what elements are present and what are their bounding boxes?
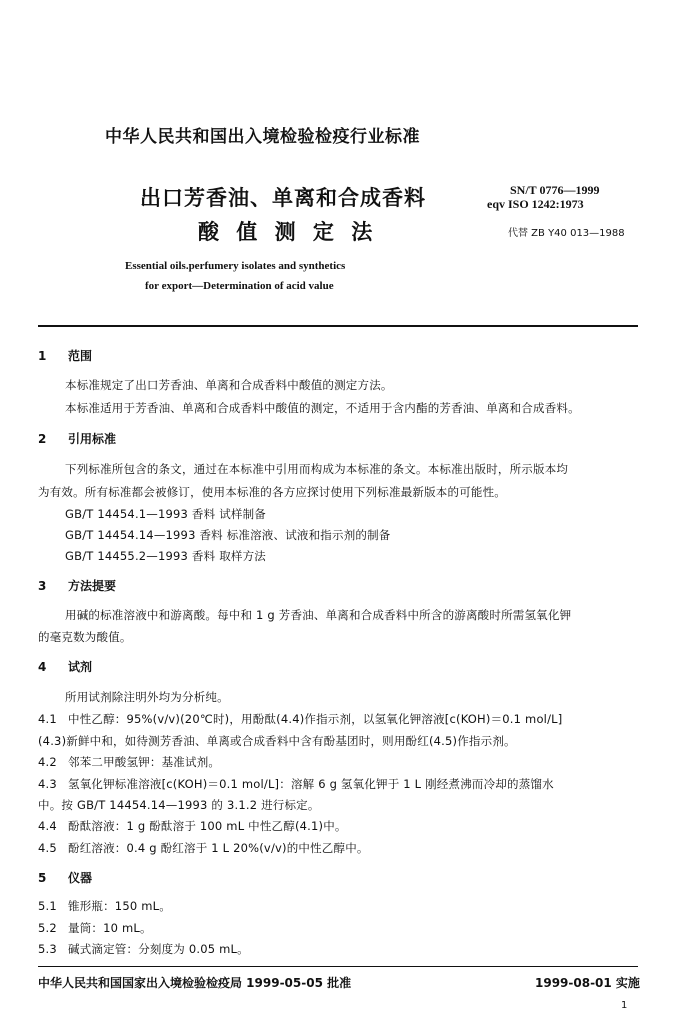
section-heading-3: 3 方法提要 bbox=[38, 579, 117, 593]
english-title-line1: Essential oils.perfumery isolates and synthetics bbox=[125, 260, 346, 272]
paragraph: 本标准规定了出口芳香油、单离和合成香料中酸值的测定方法。 bbox=[65, 378, 393, 392]
implementation-date: 1999-08-01 实施 bbox=[535, 976, 640, 990]
paragraph: 的毫克数为酸值。 bbox=[38, 630, 132, 644]
approval-line: 中华人民共和国国家出入境检验检疫局 1999-05-05 批准 bbox=[38, 976, 352, 990]
section-heading-2: 2 引用标准 bbox=[38, 432, 117, 446]
paragraph: 用碱的标准溶液中和游离酸。每中和 1 g 芳香油、单离和合成香料中所含的游离酸时所需氢氧化钾 bbox=[65, 608, 572, 622]
paragraph: 下列标准所包含的条文，通过在本标准中引用而构成为本标准的条文。本标准出版时，所示版本均 bbox=[65, 462, 569, 476]
footer-divider bbox=[38, 966, 638, 967]
reagent-item-cont: 中。按 GB/T 14454.14—1993 的 3.1.2 进行标定。 bbox=[38, 798, 320, 812]
reagent-item: 4.3 氢氧化钾标准溶液[c(KOH)＝0.1 mol/L]：溶解 6 g 氢氧化钾于 1 L 刚经煮沸而冷却的蒸馏水 bbox=[38, 777, 554, 791]
standard-number: SN/T 0776—1999 bbox=[510, 183, 600, 197]
equivalent-standard: eqv ISO 1242:1973 bbox=[487, 197, 584, 211]
reagent-item: 4.1 中性乙醇：95%(v/v)(20℃时)，用酚酞(4.4)作指示剂，以氢氧化钾溶液[c(KOH)＝0.1 mol/L] bbox=[38, 712, 563, 726]
apparatus-item: 5.3 碱式滴定管：分刻度为 0.05 mL。 bbox=[38, 942, 249, 956]
replaced-standard: 代替 ZB Y40 013—1988 bbox=[508, 228, 625, 239]
paragraph: 本标准适用于芳香油、单离和合成香料中酸值的测定，不适用于含内酯的芳香油、单离和合成香料。 bbox=[65, 401, 580, 415]
org-title: 中华人民共和国出入境检验检疫行业标准 bbox=[105, 127, 420, 147]
reference-item: GB/T 14454.14—1993 香料 标准溶液、试液和指示剂的制备 bbox=[65, 528, 391, 542]
reference-item: GB/T 14454.1—1993 香料 试样制备 bbox=[65, 507, 266, 521]
reference-item: GB/T 14455.2—1993 香料 取样方法 bbox=[65, 549, 266, 563]
english-title-line2: for export—Determination of acid value bbox=[145, 280, 334, 292]
reagent-item: 4.2 邻苯二甲酸氢钾：基准试剂。 bbox=[38, 755, 221, 769]
doc-title-line1: 出口芳香油、单离和合成香料 bbox=[140, 186, 426, 210]
page-number: 1 bbox=[621, 1000, 628, 1011]
reagent-item: 4.4 酚酞溶液：1 g 酚酞溶于 100 mL 中性乙醇(4.1)中。 bbox=[38, 819, 347, 833]
doc-title-line2: 酸 值 测 定 法 bbox=[198, 220, 378, 244]
reagent-item: 4.5 酚红溶液：0.4 g 酚红溶于 1 L 20%(v/v)的中性乙醇中。 bbox=[38, 841, 369, 855]
paragraph: 为有效。所有标准都会被修订，使用本标准的各方应探讨使用下列标准最新版本的可能性。 bbox=[38, 485, 506, 499]
paragraph: 所用试剂除注明外均为分析纯。 bbox=[65, 690, 229, 704]
section-heading-5: 5 仪器 bbox=[38, 871, 93, 885]
apparatus-item: 5.1 锥形瓶：150 mL。 bbox=[38, 899, 171, 913]
apparatus-item: 5.2 量筒：10 mL。 bbox=[38, 921, 152, 935]
section-heading-1: 1 范围 bbox=[38, 349, 93, 363]
reagent-item-cont: (4.3)新鲜中和，如待测芳香油、单离或合成香料中含有酚基团时，则用酚红(4.5)作指示剂。 bbox=[38, 734, 516, 748]
section-heading-4: 4 试剂 bbox=[38, 660, 93, 674]
header-divider bbox=[38, 325, 638, 327]
